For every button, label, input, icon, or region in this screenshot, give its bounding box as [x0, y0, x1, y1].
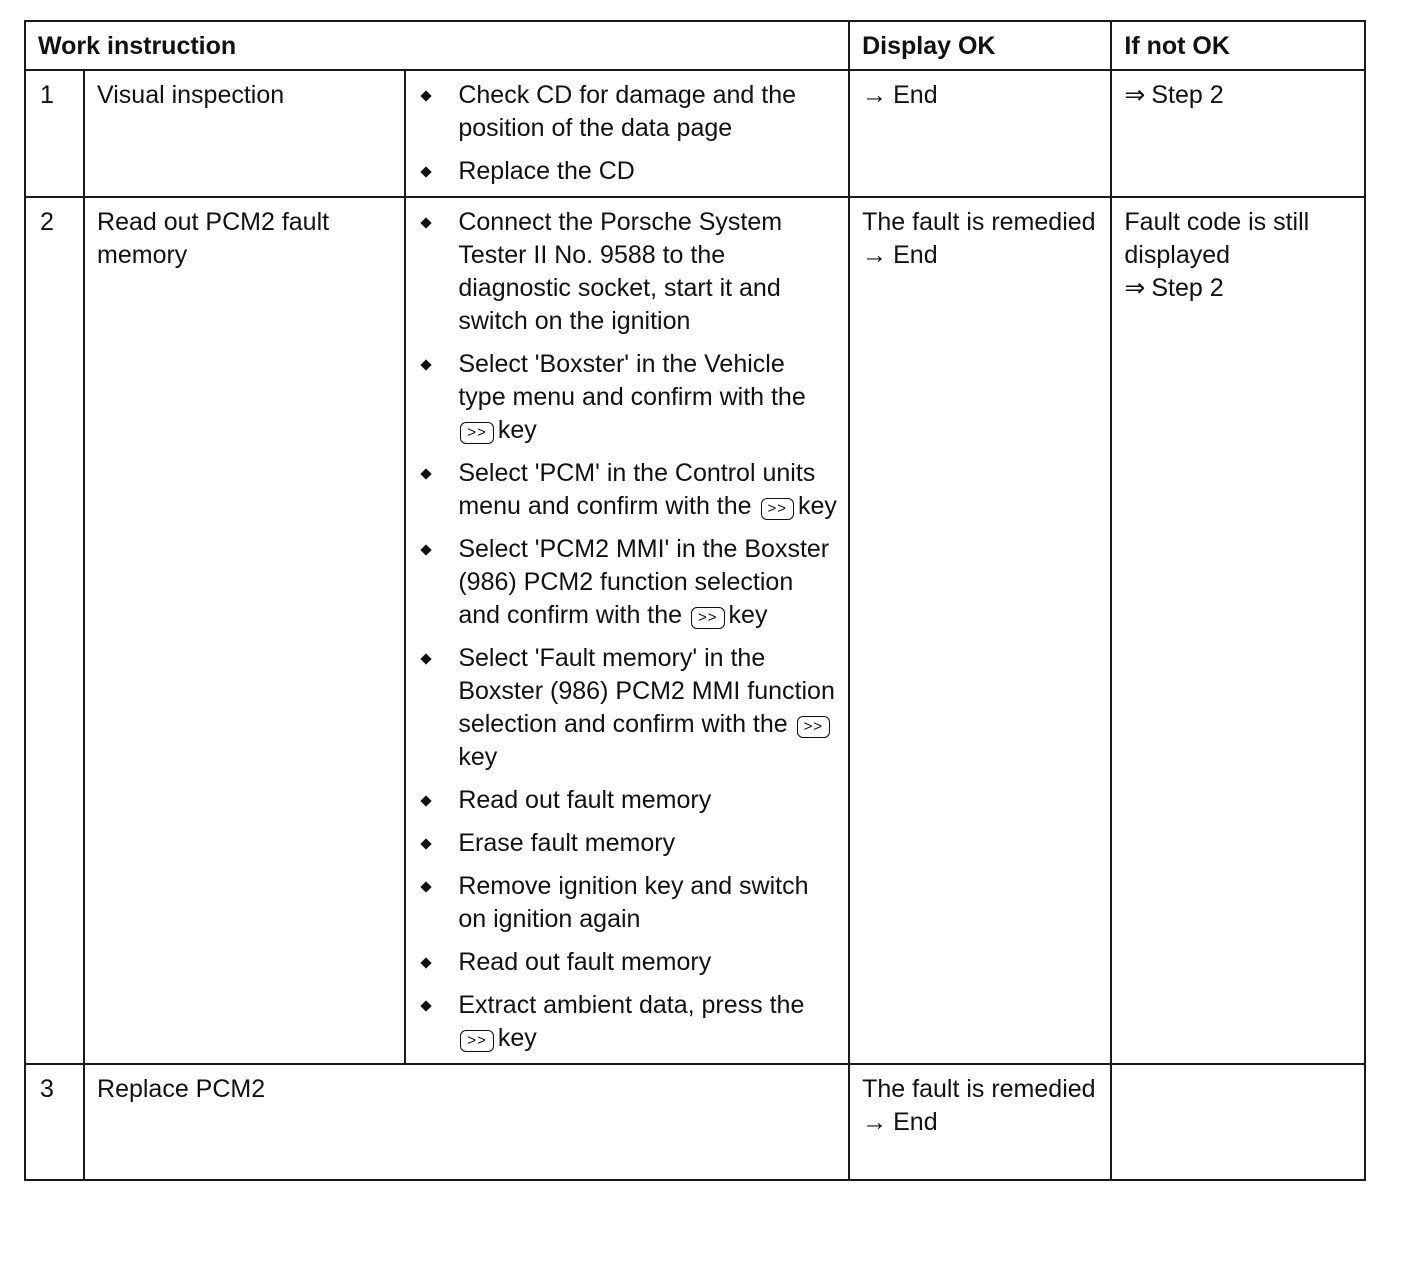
result-text: End — [893, 1108, 938, 1136]
bullet-diamond-icon — [421, 166, 432, 177]
step-number: 2 — [25, 197, 84, 1064]
double-arrow-icon: ⇒ — [1124, 81, 1146, 109]
forward-key-icon: >> — [797, 716, 831, 738]
bullet-diamond-icon — [421, 795, 432, 806]
step-text: Remove ignition key and switch on ignition again — [458, 872, 809, 933]
step-text: Extract ambient data, press the — [458, 991, 805, 1019]
step-text: Select 'Boxster' in the Vehicle type menu and confirm with the — [458, 350, 806, 411]
step-number: 3 — [25, 1064, 84, 1180]
step-text-after: key — [728, 601, 768, 629]
right-arrow-icon: → — [862, 241, 888, 269]
table-row — [25, 1064, 1365, 1180]
result-description: The fault is remedied — [862, 1075, 1096, 1103]
step-text: Select 'Fault memory' in the Boxster (986) PCM2 MMI function selection and confirm with the — [458, 644, 835, 738]
display-ok-cell — [849, 197, 1111, 1064]
step-text: Erase fault memory — [458, 829, 676, 857]
list-item — [418, 533, 838, 632]
task-cell: Replace PCM2 — [84, 1064, 849, 1180]
result-description: The fault is remedied — [862, 208, 1096, 236]
header-if-not-ok: If not OK — [1111, 21, 1365, 70]
right-arrow-icon: → — [862, 1108, 888, 1136]
bullet-diamond-icon — [421, 838, 432, 849]
right-arrow-icon: → — [862, 81, 888, 109]
work-instruction-table — [24, 20, 1366, 1181]
table-row — [25, 197, 1365, 1064]
step-text: Check CD for damage and the position of the data page — [458, 81, 797, 142]
work-instruction-sheet — [24, 20, 1366, 1181]
result-text: Step 2 — [1151, 274, 1224, 302]
header-row — [25, 21, 1365, 70]
forward-key-icon: >> — [761, 498, 795, 520]
step-text-after: key — [458, 743, 498, 771]
if-not-ok-cell — [1111, 1064, 1365, 1180]
header-display-ok: Display OK — [849, 21, 1111, 70]
task-cell: Read out PCM2 fault memory — [84, 197, 405, 1064]
if-not-ok-cell — [1111, 70, 1365, 197]
list-item — [418, 642, 838, 774]
bullet-diamond-icon — [421, 90, 432, 101]
result-line — [1124, 272, 1354, 305]
result-line — [1124, 79, 1354, 112]
display-ok-cell — [849, 70, 1111, 197]
list-item — [418, 79, 838, 145]
list-item — [418, 348, 838, 447]
bullet-diamond-icon — [421, 653, 432, 664]
steps-cell — [405, 197, 849, 1064]
list-item — [418, 989, 838, 1055]
list-item — [418, 457, 838, 523]
list-item — [418, 827, 838, 860]
step-text: Replace the CD — [458, 157, 635, 185]
forward-key-icon: >> — [460, 422, 494, 444]
result-text: End — [893, 241, 938, 269]
step-list — [418, 79, 838, 188]
result-line — [862, 1106, 1100, 1139]
forward-key-icon: >> — [691, 607, 725, 629]
step-text-after: key — [798, 492, 837, 520]
list-item — [418, 155, 838, 188]
step-text-after: key — [497, 1024, 537, 1052]
result-text: Step 2 — [1151, 81, 1224, 109]
bullet-diamond-icon — [421, 468, 432, 479]
step-text: Select 'PCM2 MMI' in the Boxster (986) PCM2 function selection and confirm with the — [458, 535, 830, 629]
step-text: Read out fault memory — [458, 786, 712, 814]
forward-key-icon: >> — [460, 1030, 494, 1052]
step-number: 1 — [25, 70, 84, 197]
step-text: Read out fault memory — [458, 948, 712, 976]
list-item — [418, 784, 838, 817]
list-item — [418, 870, 838, 936]
task-cell: Visual inspection — [84, 70, 405, 197]
step-text: Connect the Porsche System Tester II No. 9588 to the diagnostic socket, start it and switch on the ignition — [458, 208, 783, 335]
header-work-instruction: Work instruction — [25, 21, 849, 70]
result-description: Fault code is still displayed — [1124, 208, 1310, 269]
double-arrow-icon: ⇒ — [1124, 274, 1146, 302]
step-list — [418, 206, 838, 1055]
bullet-diamond-icon — [421, 881, 432, 892]
bullet-diamond-icon — [421, 1000, 432, 1011]
step-text: Select 'PCM' in the Control units menu and confirm with the — [458, 459, 816, 520]
if-not-ok-cell — [1111, 197, 1365, 1064]
bullet-diamond-icon — [421, 957, 432, 968]
bullet-diamond-icon — [421, 359, 432, 370]
list-item — [418, 946, 838, 979]
bullet-diamond-icon — [421, 544, 432, 555]
table-row — [25, 70, 1365, 197]
display-ok-cell — [849, 1064, 1111, 1180]
list-item — [418, 206, 838, 338]
bullet-diamond-icon — [421, 217, 432, 228]
steps-cell — [405, 70, 849, 197]
result-line — [862, 79, 1100, 112]
result-line — [862, 239, 1100, 272]
result-text: End — [893, 81, 938, 109]
step-text-after: key — [497, 416, 537, 444]
